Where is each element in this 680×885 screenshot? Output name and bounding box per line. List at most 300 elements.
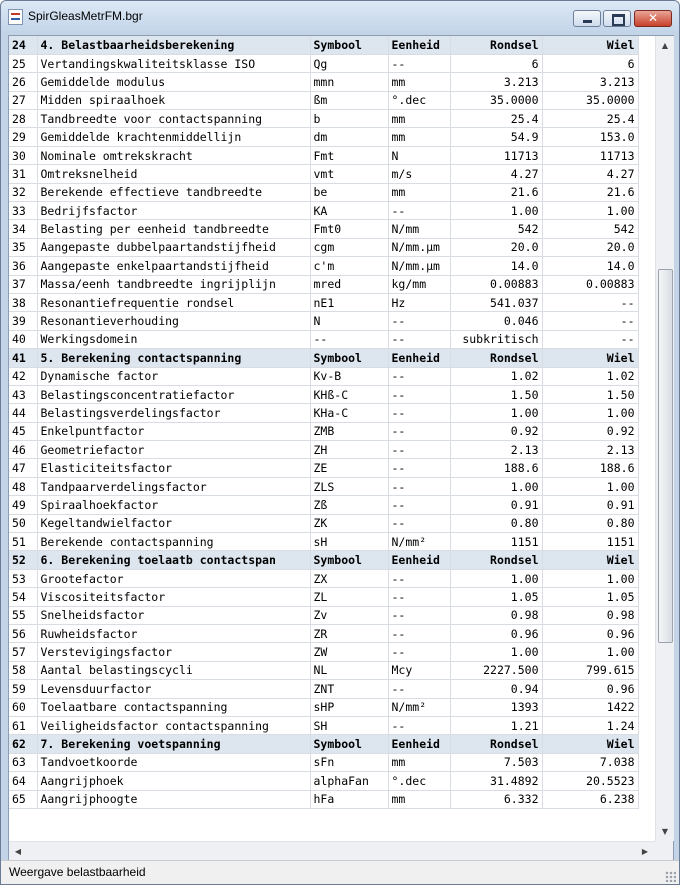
row-rondsel: 20.0: [450, 238, 542, 256]
row-unit: --: [388, 588, 450, 606]
table-row[interactable]: [9, 165, 638, 183]
table-row[interactable]: [9, 146, 638, 164]
table-row[interactable]: [9, 716, 638, 734]
row-number: 36: [9, 257, 37, 275]
row-label: Aangepaste enkelpaartandstijfheid: [37, 257, 310, 275]
row-wiel: 21.6: [542, 183, 638, 201]
row-rondsel: 0.98: [450, 606, 542, 624]
table-row[interactable]: [9, 91, 638, 109]
row-wiel: Wiel: [542, 349, 638, 367]
row-symbol: Qg: [310, 54, 388, 72]
row-symbol: Symbool: [310, 349, 388, 367]
maximize-icon: [612, 14, 625, 26]
row-rondsel: 542: [450, 220, 542, 238]
row-wiel: 35.0000: [542, 91, 638, 109]
row-label: Omtreksnelheid: [37, 165, 310, 183]
row-wiel: 1.00: [542, 643, 638, 661]
row-wiel: 1.24: [542, 716, 638, 734]
row-rondsel: Rondsel: [450, 551, 542, 569]
row-wiel: 14.0: [542, 257, 638, 275]
table-row[interactable]: [9, 385, 638, 403]
row-number: 35: [9, 238, 37, 256]
table-row[interactable]: [9, 753, 638, 771]
row-label: Enkelpuntfactor: [37, 422, 310, 440]
row-label: Massa/eenh tandbreedte ingrijplijn: [37, 275, 310, 293]
row-number: 37: [9, 275, 37, 293]
row-number: 41: [9, 349, 37, 367]
table-row[interactable]: [9, 404, 638, 422]
row-symbol: mred: [310, 275, 388, 293]
scroll-up-icon[interactable]: ▲: [661, 41, 669, 50]
row-wiel: 11713: [542, 146, 638, 164]
row-symbol: --: [310, 330, 388, 348]
table-row[interactable]: [9, 569, 638, 587]
row-rondsel: 54.9: [450, 128, 542, 146]
row-number: 45: [9, 422, 37, 440]
row-wiel: 0.00883: [542, 275, 638, 293]
table-row[interactable]: [9, 477, 638, 495]
row-number: 27: [9, 91, 37, 109]
results-pane: [8, 35, 674, 861]
row-label: Gemiddelde modulus: [37, 73, 310, 91]
scroll-left-icon[interactable]: ◀: [14, 847, 22, 856]
table-row[interactable]: [9, 367, 638, 385]
row-number: 44: [9, 404, 37, 422]
row-label: Elasticiteitsfactor: [37, 459, 310, 477]
row-unit: --: [388, 202, 450, 220]
table-row[interactable]: [9, 514, 638, 532]
row-label: Resonantiefrequentie rondsel: [37, 293, 310, 311]
row-symbol: NL: [310, 661, 388, 679]
scroll-down-icon[interactable]: ▼: [661, 827, 669, 836]
row-symbol: ZE: [310, 459, 388, 477]
row-unit: --: [388, 496, 450, 514]
row-unit: --: [388, 477, 450, 495]
table-row[interactable]: [9, 496, 638, 514]
row-symbol: Symbool: [310, 36, 388, 54]
table-row[interactable]: [9, 625, 638, 643]
table-row[interactable]: [9, 422, 638, 440]
row-symbol: ZNT: [310, 680, 388, 698]
row-unit: °.dec: [388, 772, 450, 790]
row-rondsel: Rondsel: [450, 735, 542, 753]
row-wiel: 799.615: [542, 661, 638, 679]
row-symbol: Symbool: [310, 551, 388, 569]
row-wiel: Wiel: [542, 735, 638, 753]
row-symbol: Zß: [310, 496, 388, 514]
row-symbol: KA: [310, 202, 388, 220]
row-number: 52: [9, 551, 37, 569]
close-button[interactable]: [634, 10, 672, 27]
row-unit: --: [388, 441, 450, 459]
row-wiel: 0.98: [542, 606, 638, 624]
row-label: Tandvoetkoorde: [37, 753, 310, 771]
row-unit: Eenheid: [388, 349, 450, 367]
row-label: Dynamische factor: [37, 367, 310, 385]
minimize-button[interactable]: [573, 10, 601, 27]
row-number: 64: [9, 772, 37, 790]
row-rondsel: 0.96: [450, 625, 542, 643]
row-rondsel: 2.13: [450, 441, 542, 459]
section-header-row[interactable]: [9, 735, 638, 753]
table-row[interactable]: [9, 441, 638, 459]
row-rondsel: 0.94: [450, 680, 542, 698]
row-symbol: ZLS: [310, 477, 388, 495]
row-rondsel: 25.4: [450, 110, 542, 128]
row-number: 49: [9, 496, 37, 514]
row-number: 30: [9, 146, 37, 164]
row-symbol: ZR: [310, 625, 388, 643]
row-unit: N/mm²: [388, 698, 450, 716]
row-label: Berekende effectieve tandbreedte: [37, 183, 310, 201]
row-number: 42: [9, 367, 37, 385]
row-unit: --: [388, 625, 450, 643]
row-symbol: Symbool: [310, 735, 388, 753]
table-row[interactable]: [9, 257, 638, 275]
row-symbol: dm: [310, 128, 388, 146]
minimize-icon: [583, 20, 592, 23]
row-unit: Hz: [388, 293, 450, 311]
row-label: Tandbreedte voor contactspanning: [37, 110, 310, 128]
row-label: 6. Berekening toelaatb contactspan: [37, 551, 310, 569]
table-row[interactable]: [9, 312, 638, 330]
results-grid: [9, 36, 654, 860]
row-wiel: 25.4: [542, 110, 638, 128]
row-unit: kg/mm: [388, 275, 450, 293]
row-wiel: 1.00: [542, 404, 638, 422]
table-row[interactable]: [9, 202, 638, 220]
row-wiel: 20.0: [542, 238, 638, 256]
row-rondsel: 1.05: [450, 588, 542, 606]
row-unit: --: [388, 606, 450, 624]
row-rondsel: 1151: [450, 533, 542, 551]
row-number: 62: [9, 735, 37, 753]
table-row[interactable]: [9, 606, 638, 624]
row-unit: --: [388, 54, 450, 72]
row-rondsel: 1.21: [450, 716, 542, 734]
row-wiel: 1.05: [542, 588, 638, 606]
row-rondsel: 2227.500: [450, 661, 542, 679]
row-number: 26: [9, 73, 37, 91]
row-symbol: Fmt0: [310, 220, 388, 238]
results-table: [9, 36, 639, 809]
row-label: Gemiddelde krachtenmiddellijn: [37, 128, 310, 146]
row-number: 46: [9, 441, 37, 459]
vertical-scrollbar[interactable]: [655, 36, 674, 841]
row-rondsel: 4.27: [450, 165, 542, 183]
table-row[interactable]: [9, 698, 638, 716]
row-symbol: c'm: [310, 257, 388, 275]
row-rondsel: 3.213: [450, 73, 542, 91]
row-label: 7. Berekening voetspanning: [37, 735, 310, 753]
row-unit: --: [388, 404, 450, 422]
row-label: Kegeltandwielfactor: [37, 514, 310, 532]
row-rondsel: 11713: [450, 146, 542, 164]
row-rondsel: 1.00: [450, 569, 542, 587]
row-number: 33: [9, 202, 37, 220]
row-rondsel: Rondsel: [450, 36, 542, 54]
row-label: Belasting per eenheid tandbreedte: [37, 220, 310, 238]
row-wiel: 7.038: [542, 753, 638, 771]
row-unit: --: [388, 716, 450, 734]
row-rondsel: 14.0: [450, 257, 542, 275]
row-label: Vertandingskwaliteitsklasse ISO: [37, 54, 310, 72]
row-number: 40: [9, 330, 37, 348]
table-row[interactable]: [9, 128, 638, 146]
row-number: 38: [9, 293, 37, 311]
row-label: Geometriefactor: [37, 441, 310, 459]
row-symbol: KHß-C: [310, 385, 388, 403]
row-rondsel: 1.00: [450, 202, 542, 220]
row-label: 4. Belastbaarheidsberekening: [37, 36, 310, 54]
row-unit: Mcy: [388, 661, 450, 679]
row-number: 50: [9, 514, 37, 532]
table-row[interactable]: [9, 588, 638, 606]
row-symbol: sH: [310, 533, 388, 551]
table-row[interactable]: [9, 533, 638, 551]
row-unit: mm: [388, 110, 450, 128]
table-row[interactable]: [9, 459, 638, 477]
row-wiel: 1.00: [542, 569, 638, 587]
row-wiel: 0.96: [542, 680, 638, 698]
row-label: Viscositeitsfactor: [37, 588, 310, 606]
row-unit: mm: [388, 128, 450, 146]
row-unit: Eenheid: [388, 735, 450, 753]
row-label: Ruwheidsfactor: [37, 625, 310, 643]
table-row[interactable]: [9, 54, 638, 72]
row-wiel: 1.00: [542, 202, 638, 220]
maximize-button[interactable]: [603, 10, 631, 27]
scroll-thumb[interactable]: [658, 269, 673, 643]
table-row[interactable]: [9, 293, 638, 311]
row-symbol: SH: [310, 716, 388, 734]
row-unit: N/mm: [388, 220, 450, 238]
row-number: 43: [9, 385, 37, 403]
row-wiel: 0.92: [542, 422, 638, 440]
row-wiel: 4.27: [542, 165, 638, 183]
row-label: Werkingsdomein: [37, 330, 310, 348]
row-rondsel: 1.00: [450, 643, 542, 661]
row-symbol: hFa: [310, 790, 388, 808]
row-rondsel: 0.91: [450, 496, 542, 514]
row-unit: --: [388, 422, 450, 440]
row-unit: N/mm²: [388, 533, 450, 551]
row-rondsel: 0.00883: [450, 275, 542, 293]
row-number: 47: [9, 459, 37, 477]
row-number: 48: [9, 477, 37, 495]
row-wiel: --: [542, 293, 638, 311]
row-wiel: Wiel: [542, 36, 638, 54]
row-symbol: alphaFan: [310, 772, 388, 790]
row-number: 28: [9, 110, 37, 128]
section-header-row[interactable]: [9, 551, 638, 569]
row-number: 55: [9, 606, 37, 624]
row-rondsel: 6: [450, 54, 542, 72]
row-label: Resonantieverhouding: [37, 312, 310, 330]
row-unit: --: [388, 643, 450, 661]
row-rondsel: 7.503: [450, 753, 542, 771]
row-unit: --: [388, 312, 450, 330]
row-unit: N: [388, 146, 450, 164]
row-symbol: ZW: [310, 643, 388, 661]
table-row[interactable]: [9, 330, 638, 348]
row-wiel: --: [542, 330, 638, 348]
row-number: 63: [9, 753, 37, 771]
row-rondsel: 0.80: [450, 514, 542, 532]
row-symbol: nE1: [310, 293, 388, 311]
row-rondsel: 21.6: [450, 183, 542, 201]
row-unit: --: [388, 514, 450, 532]
table-row[interactable]: [9, 73, 638, 91]
resize-grip-icon[interactable]: [665, 871, 676, 882]
row-wiel: 3.213: [542, 73, 638, 91]
table-row[interactable]: [9, 680, 638, 698]
row-symbol: ZL: [310, 588, 388, 606]
row-number: 59: [9, 680, 37, 698]
row-label: Grootefactor: [37, 569, 310, 587]
row-rondsel: 1.00: [450, 404, 542, 422]
row-symbol: Kv-B: [310, 367, 388, 385]
row-unit: --: [388, 330, 450, 348]
table-row[interactable]: [9, 661, 638, 679]
row-symbol: ZMB: [310, 422, 388, 440]
table-row[interactable]: [9, 220, 638, 238]
row-rondsel: 31.4892: [450, 772, 542, 790]
row-symbol: KHa-C: [310, 404, 388, 422]
row-rondsel: 1.00: [450, 477, 542, 495]
row-label: Aangrijphoogte: [37, 790, 310, 808]
row-wiel: 1151: [542, 533, 638, 551]
row-label: Berekende contactspanning: [37, 533, 310, 551]
row-number: 57: [9, 643, 37, 661]
row-number: 24: [9, 36, 37, 54]
horizontal-scrollbar[interactable]: [9, 841, 655, 861]
row-unit: mm: [388, 73, 450, 91]
row-symbol: N: [310, 312, 388, 330]
row-label: Tandpaarverdelingsfactor: [37, 477, 310, 495]
close-icon: ✕: [647, 11, 659, 25]
row-number: 60: [9, 698, 37, 716]
row-wiel: 0.96: [542, 625, 638, 643]
row-unit: °.dec: [388, 91, 450, 109]
section-header-row[interactable]: [9, 36, 638, 54]
row-label: Spiraalhoekfactor: [37, 496, 310, 514]
table-row[interactable]: [9, 643, 638, 661]
row-rondsel: 541.037: [450, 293, 542, 311]
row-wiel: 542: [542, 220, 638, 238]
row-symbol: vmt: [310, 165, 388, 183]
row-wiel: 1.02: [542, 367, 638, 385]
row-wiel: 6: [542, 54, 638, 72]
row-wiel: 1.00: [542, 477, 638, 495]
row-wiel: 188.6: [542, 459, 638, 477]
row-number: 54: [9, 588, 37, 606]
row-rondsel: 35.0000: [450, 91, 542, 109]
row-label: Aangrijphoek: [37, 772, 310, 790]
row-rondsel: subkritisch: [450, 330, 542, 348]
row-rondsel: 1.50: [450, 385, 542, 403]
row-label: Belastingsconcentratiefactor: [37, 385, 310, 403]
row-rondsel: 1.02: [450, 367, 542, 385]
row-unit: N/mm.µm: [388, 257, 450, 275]
section-header-row[interactable]: [9, 349, 638, 367]
window-title: SpirGleasMetrFM.bgr: [28, 9, 143, 23]
row-unit: --: [388, 385, 450, 403]
table-row[interactable]: [9, 183, 638, 201]
row-unit: mm: [388, 790, 450, 808]
row-symbol: cgm: [310, 238, 388, 256]
table-row[interactable]: [9, 275, 638, 293]
row-label: Aantal belastingscycli: [37, 661, 310, 679]
row-number: 51: [9, 533, 37, 551]
status-bar: [1, 860, 679, 885]
document-icon: [8, 9, 23, 25]
row-symbol: sFn: [310, 753, 388, 771]
row-number: 61: [9, 716, 37, 734]
row-symbol: be: [310, 183, 388, 201]
row-unit: N/mm.µm: [388, 238, 450, 256]
row-symbol: b: [310, 110, 388, 128]
row-rondsel: 188.6: [450, 459, 542, 477]
row-wiel: 1.50: [542, 385, 638, 403]
scroll-right-icon[interactable]: ▶: [641, 847, 649, 856]
row-wiel: 0.91: [542, 496, 638, 514]
row-label: Verstevigingsfactor: [37, 643, 310, 661]
row-unit: Eenheid: [388, 551, 450, 569]
row-wiel: 1422: [542, 698, 638, 716]
row-wiel: 153.0: [542, 128, 638, 146]
row-label: Nominale omtrekskracht: [37, 146, 310, 164]
row-unit: m/s: [388, 165, 450, 183]
row-label: Aangepaste dubbelpaartandstijfheid: [37, 238, 310, 256]
row-unit: mm: [388, 753, 450, 771]
table-row[interactable]: [9, 772, 638, 790]
row-number: 65: [9, 790, 37, 808]
row-symbol: ZK: [310, 514, 388, 532]
row-number: 34: [9, 220, 37, 238]
title-bar[interactable]: [1, 1, 679, 31]
row-unit: --: [388, 569, 450, 587]
status-text: Weergave belastbaarheid: [9, 865, 146, 879]
table-row[interactable]: [9, 790, 638, 808]
row-symbol: ßm: [310, 91, 388, 109]
row-label: Belastingsverdelingsfactor: [37, 404, 310, 422]
row-label: Midden spiraalhoek: [37, 91, 310, 109]
row-label: Levensduurfactor: [37, 680, 310, 698]
table-row[interactable]: [9, 238, 638, 256]
row-number: 25: [9, 54, 37, 72]
row-unit: mm: [388, 183, 450, 201]
row-wiel: Wiel: [542, 551, 638, 569]
row-wiel: 0.80: [542, 514, 638, 532]
row-rondsel: 1393: [450, 698, 542, 716]
row-symbol: ZX: [310, 569, 388, 587]
row-wiel: 6.238: [542, 790, 638, 808]
scroll-corner: [655, 841, 673, 860]
row-rondsel: 6.332: [450, 790, 542, 808]
row-wiel: --: [542, 312, 638, 330]
row-symbol: Zv: [310, 606, 388, 624]
row-number: 56: [9, 625, 37, 643]
row-unit: Eenheid: [388, 36, 450, 54]
row-wiel: 2.13: [542, 441, 638, 459]
row-number: 31: [9, 165, 37, 183]
row-unit: --: [388, 367, 450, 385]
row-label: Bedrijfsfactor: [37, 202, 310, 220]
row-number: 29: [9, 128, 37, 146]
row-label: 5. Berekening contactspanning: [37, 349, 310, 367]
table-row[interactable]: [9, 110, 638, 128]
